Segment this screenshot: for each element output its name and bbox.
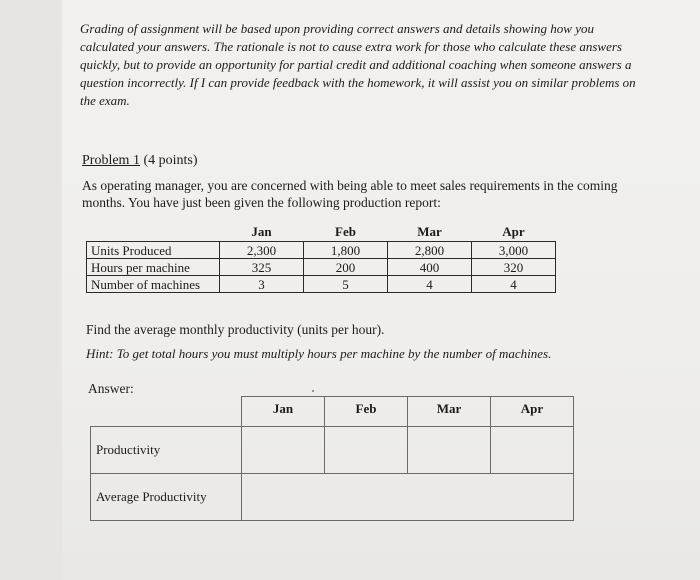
report-cell: 400 bbox=[388, 259, 472, 276]
answer-cell[interactable] bbox=[408, 427, 491, 474]
report-month-header: Jan bbox=[251, 224, 272, 239]
problem-label: Problem 1 bbox=[82, 153, 140, 168]
stray-mark bbox=[312, 390, 314, 392]
report-cell: 2,300 bbox=[220, 242, 304, 259]
report-cell: 1,800 bbox=[304, 242, 388, 259]
grading-intro: Grading of assignment will be based upon providing correct answers and details showing how you calculated your answers. The rationale is not to cause extra work for those who calculate these answers quickly, but to provide an opportunity for partial credit and additional coaching when someone answers a question incorrectly. If I can provide feedback with the homework, it will assist you on similar problems on the exam. bbox=[80, 21, 636, 108]
answer-row-average bbox=[91, 474, 574, 521]
report-row-label: Number of machines bbox=[87, 276, 220, 293]
problem-title bbox=[82, 153, 198, 169]
answer-cell-merged[interactable] bbox=[242, 474, 574, 521]
answer-row-label: Productivity bbox=[91, 427, 242, 474]
answer-cell[interactable] bbox=[242, 427, 325, 474]
report-row-label: Units Produced bbox=[87, 242, 220, 259]
report-cell: 320 bbox=[472, 259, 556, 276]
report-header-row bbox=[87, 222, 556, 242]
answer-month-header: Feb bbox=[325, 397, 408, 427]
answer-cell[interactable] bbox=[325, 427, 408, 474]
problem-points: (4 points) bbox=[143, 153, 198, 168]
report-row-machines bbox=[87, 276, 556, 293]
report-month-header: Mar bbox=[417, 224, 442, 239]
hint-text: Hint: To get total hours you must multiply hours per machine by the number of machines. bbox=[86, 346, 552, 361]
report-row-hours bbox=[87, 259, 556, 276]
answer-corner bbox=[91, 397, 242, 427]
production-report-table bbox=[86, 222, 556, 293]
answer-label: Answer: bbox=[88, 381, 134, 396]
question-text: Find the average monthly productivity (units per hour). bbox=[86, 322, 385, 337]
report-cell: 2,800 bbox=[388, 242, 472, 259]
report-month-header: Apr bbox=[502, 224, 525, 239]
report-cell: 3 bbox=[220, 276, 304, 293]
report-row-label: Hours per machine bbox=[87, 259, 220, 276]
problem-prompt: As operating manager, you are concerned with being able to meet sales requirements in the coming months. You have just been given the following production report: bbox=[82, 178, 618, 210]
report-cell: 4 bbox=[472, 276, 556, 293]
report-cell: 325 bbox=[220, 259, 304, 276]
answer-cell[interactable] bbox=[491, 427, 574, 474]
report-row-units bbox=[87, 242, 556, 259]
answer-row-label: Average Productivity bbox=[91, 474, 242, 521]
report-month-header: Feb bbox=[335, 224, 356, 239]
report-cell: 200 bbox=[304, 259, 388, 276]
report-corner bbox=[87, 222, 220, 242]
report-cell: 3,000 bbox=[472, 242, 556, 259]
report-cell: 5 bbox=[304, 276, 388, 293]
answer-month-header: Jan bbox=[242, 397, 325, 427]
report-cell: 4 bbox=[388, 276, 472, 293]
answer-table bbox=[90, 396, 574, 521]
answer-month-header: Apr bbox=[491, 397, 574, 427]
answer-row-productivity bbox=[91, 427, 574, 474]
answer-header-row bbox=[91, 397, 574, 427]
answer-month-header: Mar bbox=[408, 397, 491, 427]
